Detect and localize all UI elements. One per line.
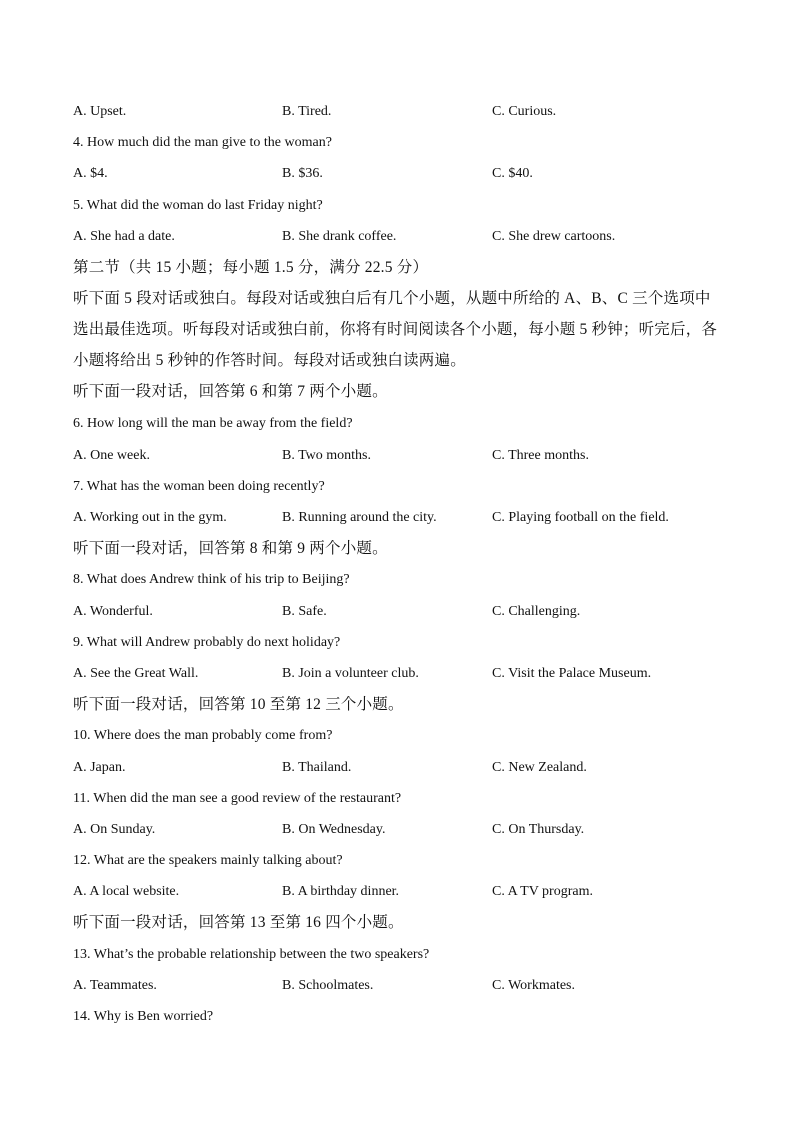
option-c: C. On Thursday.	[492, 822, 585, 837]
option-a: A. On Sunday.	[73, 822, 156, 837]
question-5: 5. What did the woman do last Friday night?	[73, 198, 323, 213]
dialogue-heading-8-9: 听下面一段对话，回答第 8 和第 9 两个小题。	[73, 540, 388, 557]
options-q3	[73, 100, 733, 124]
option-b: B. On Wednesday.	[282, 822, 386, 837]
question-9: 9. What will Andrew probably do next holiday?	[73, 635, 341, 650]
option-a: A. Teammates.	[73, 978, 157, 993]
option-c: C. $40.	[492, 166, 533, 181]
section-heading: 第二节（共 15 小题；每小题 1.5 分，满分 22.5 分）	[73, 259, 429, 276]
option-a: A. See the Great Wall.	[73, 666, 199, 681]
option-c: C. A TV program.	[492, 884, 593, 899]
option-b: B. A birthday dinner.	[282, 884, 400, 899]
option-b: B. Running around the city.	[282, 510, 437, 525]
option-c: C. New Zealand.	[492, 760, 587, 775]
option-a: A. $4.	[73, 166, 108, 181]
option-c: C. Challenging.	[492, 604, 581, 619]
instructions-line-2: 选出最佳选项。听每段对话或独白前，你将有时间阅读各个小题，每小题 5 秒钟；听完后，各	[73, 321, 718, 338]
option-a: A. Japan.	[73, 760, 126, 775]
question-10: 10. Where does the man probably come from?	[73, 728, 333, 743]
options-q4	[73, 162, 733, 186]
option-a: A. A local website.	[73, 884, 180, 899]
dialogue-heading-6-7: 听下面一段对话，回答第 6 和第 7 两个小题。	[73, 383, 388, 400]
option-c: C. She drew cartoons.	[492, 229, 616, 244]
option-b: B. Schoolmates.	[282, 978, 374, 993]
option-b: B. Join a volunteer club.	[282, 666, 419, 681]
options-q5	[73, 225, 733, 249]
instructions-line-3: 小题将给出 5 秒钟的作答时间。每段对话或独白读两遍。	[73, 352, 466, 369]
options-q12	[73, 880, 733, 904]
options-q7	[73, 506, 733, 530]
option-b: B. Two months.	[282, 448, 371, 463]
instructions-line-1: 听下面 5 段对话或独白。每段对话或独白后有几个小题，从题中所给的 A、B、C 三个选项中	[73, 290, 711, 307]
question-13: 13. What’s the probable relationship between the two speakers?	[73, 947, 430, 962]
option-a: A. Upset.	[73, 104, 127, 119]
option-b: B. Tired.	[282, 104, 332, 119]
question-7: 7. What has the woman been doing recently?	[73, 479, 325, 494]
question-8: 8. What does Andrew think of his trip to Beijing?	[73, 572, 350, 587]
option-c: C. Three months.	[492, 448, 589, 463]
option-c: C. Playing football on the field.	[492, 510, 669, 525]
option-b: B. $36.	[282, 166, 323, 181]
dialogue-heading-10-12: 听下面一段对话，回答第 10 至第 12 三个小题。	[73, 696, 404, 713]
question-4: 4. How much did the man give to the woman?	[73, 135, 332, 150]
option-c: C. Workmates.	[492, 978, 575, 993]
options-q11	[73, 818, 733, 842]
option-b: B. Safe.	[282, 604, 327, 619]
options-q10	[73, 756, 733, 780]
option-c: C. Curious.	[492, 104, 557, 119]
options-q6	[73, 444, 733, 468]
question-11: 11. When did the man see a good review of the restaurant?	[73, 791, 402, 806]
options-q8	[73, 600, 733, 624]
option-a: A. Working out in the gym.	[73, 510, 227, 525]
options-q13	[73, 974, 733, 998]
option-a: A. Wonderful.	[73, 604, 153, 619]
option-b: B. She drank coffee.	[282, 229, 397, 244]
option-a: A. She had a date.	[73, 229, 175, 244]
question-14: 14. Why is Ben worried?	[73, 1009, 214, 1024]
option-a: A. One week.	[73, 448, 150, 463]
options-q9	[73, 662, 733, 686]
question-12: 12. What are the speakers mainly talking about?	[73, 853, 343, 868]
option-c: C. Visit the Palace Museum.	[492, 666, 652, 681]
dialogue-heading-13-16: 听下面一段对话，回答第 13 至第 16 四个小题。	[73, 914, 404, 931]
question-6: 6. How long will the man be away from the field?	[73, 416, 353, 431]
option-b: B. Thailand.	[282, 760, 352, 775]
